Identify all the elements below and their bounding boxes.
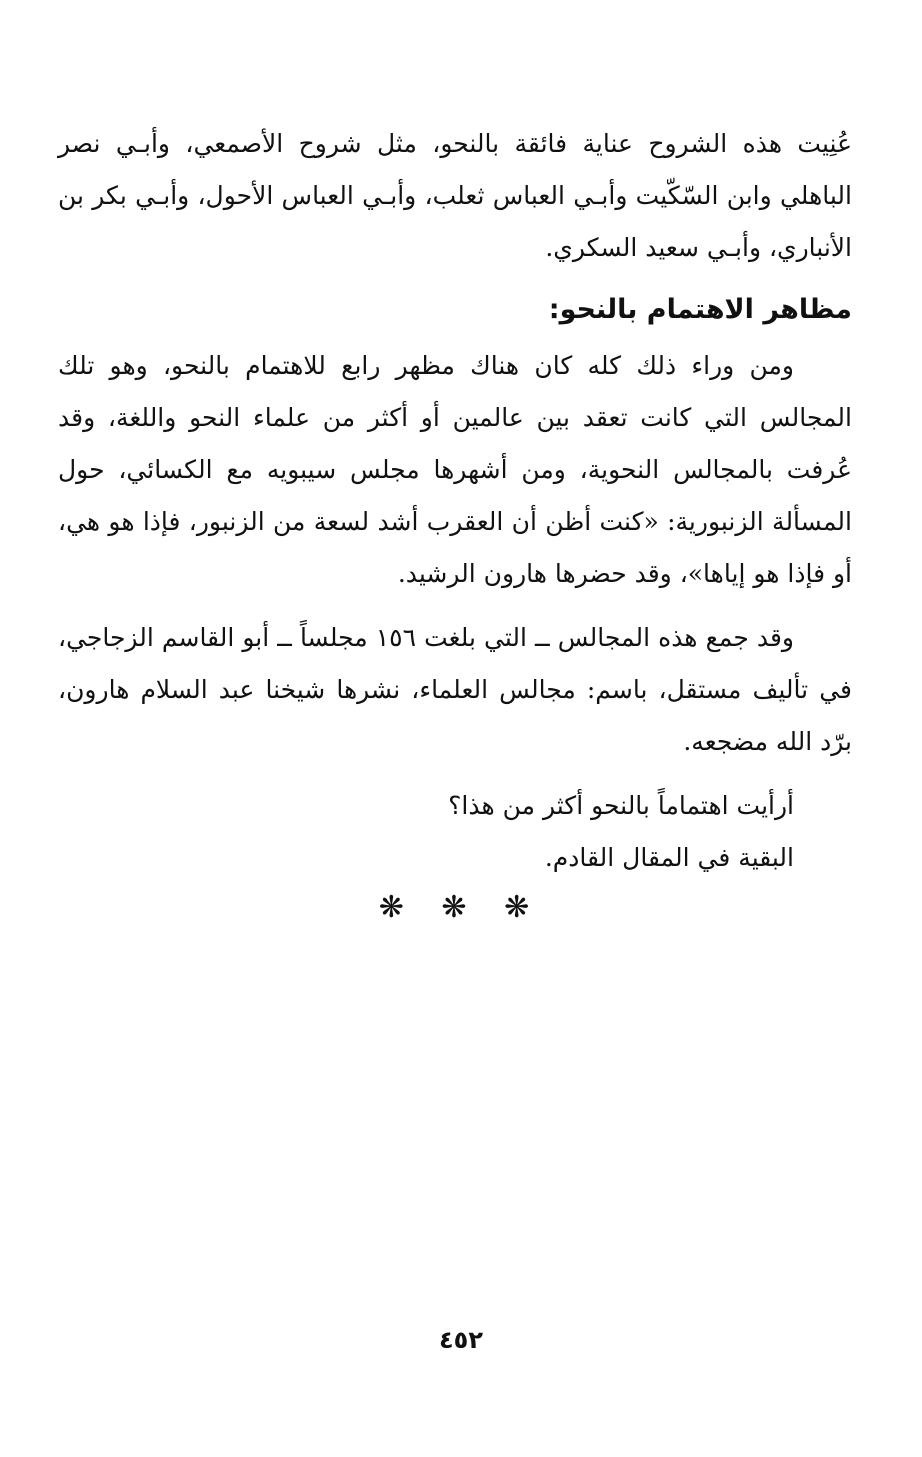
paragraph-grammar-gatherings: ومن وراء ذلك كله كان هناك مظهر رابع للاهتمام بالنحو، وهو تلك المجالس التي كانت تعقد بين عالمين أو أكثر من علماء النحو واللغة، وقد عُرفت بالمجالس النحوية، ومن أشهرها مجلس سيبويه مع الكسائي، حول المسألة الزنبورية: «كنت أظن أن العقرب أشد لسعة من الزنبور، فإذا هو هي، أو فإذا هو إياها»، وقد حضرها هارون الرشيد. xyxy=(58,351,852,588)
section-divider-ornament: ❋ ❋ ❋ xyxy=(378,890,544,925)
paragraph-zajjaji-collection: وقد جمع هذه المجالس ــ التي بلغت ١٥٦ مجلساً ــ أبو القاسم الزجاجي، في تأليف مستقل، باسم: مجالس العلماء، نشرها شيخنا عبد السلام هارون، برّد الله مضجعه. xyxy=(58,623,852,756)
paragraph-sharh-commentaries: عُنِيت هذه الشروح عناية فائقة بالنحو، مثل شروح الأصمعي، وأبـي نصر الباهلي وابن السّكّيت وأبـي العباس ثعلب، وأبـي العباس الأحول، وأبـي بكر بن الأنباري، وأبـي سعيد السكري. xyxy=(58,129,852,262)
paragraph-rhetorical-question: أرأيت اهتماماً بالنحو أكثر من هذا؟ xyxy=(448,791,794,820)
paragraph-to-be-continued: البقية في المقال القادم. xyxy=(544,843,794,872)
section-heading: مظاهر الاهتمام بالنحو: xyxy=(548,294,852,325)
page-body xyxy=(58,118,852,884)
page-number: ٤٥٢ xyxy=(439,1326,483,1354)
